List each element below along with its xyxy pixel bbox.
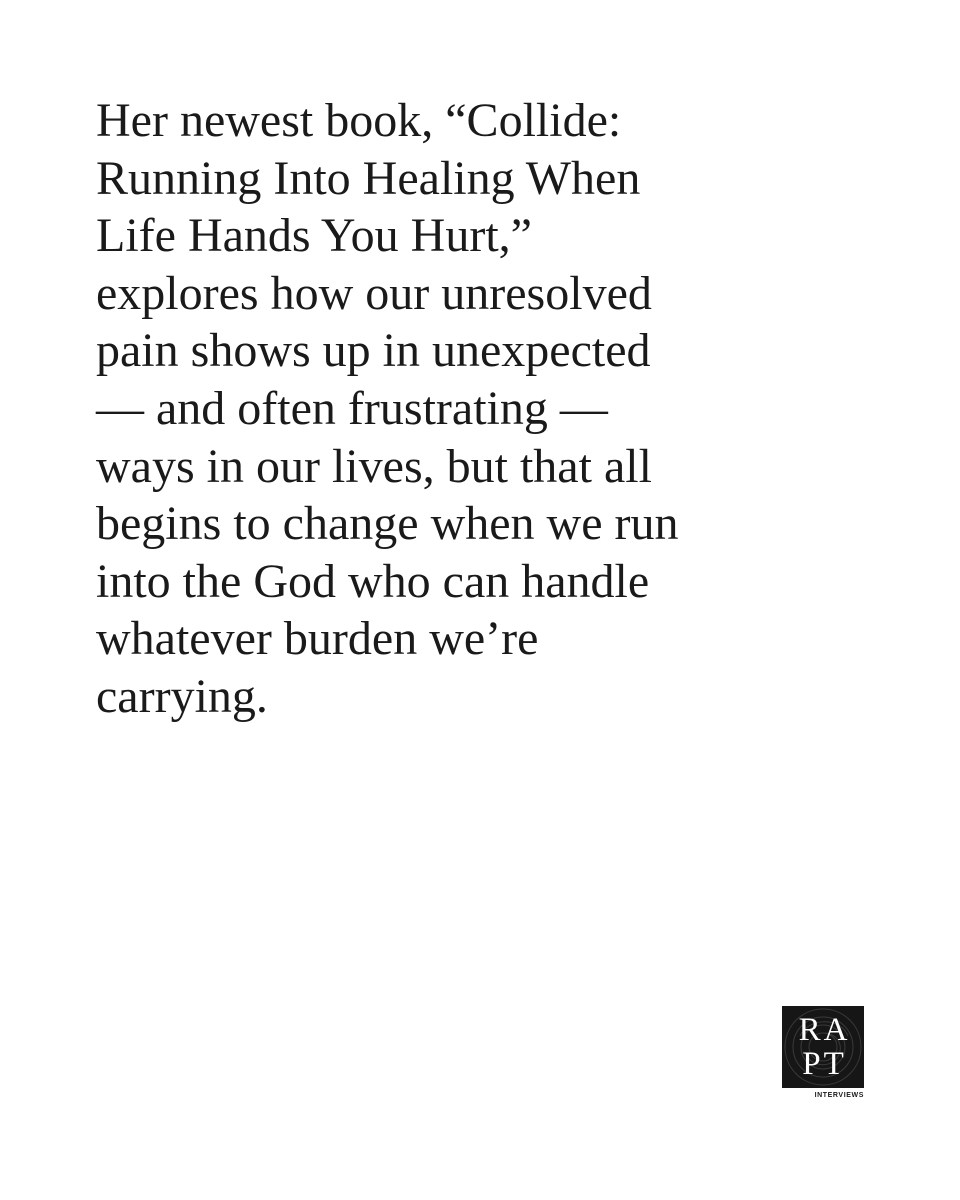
quote-line: carrying. <box>96 669 268 723</box>
quote-line: — and often frustrating — <box>96 381 608 435</box>
quote-line: into the God who can handle <box>96 554 650 608</box>
quote-line: ways in our lives, but that all <box>96 439 652 493</box>
quote-line: Life Hands You Hurt,” <box>96 209 532 263</box>
rapt-logo <box>782 1006 864 1088</box>
quote-line: Her newest book, “Collide: <box>96 94 622 147</box>
quote-line: explores how our unresolved <box>96 266 652 320</box>
logo-caption: INTERVIEWS <box>814 1092 864 1099</box>
quote-line: pain shows up in unexpected <box>96 324 651 378</box>
quote-line: begins to change when we run <box>96 497 679 551</box>
quote-text <box>96 92 816 726</box>
quote-line: whatever burden we’re <box>96 612 539 666</box>
quote-line: Running Into Healing When <box>96 151 641 205</box>
logo-text-top: RA <box>798 1012 851 1048</box>
logo-text-bottom: PT <box>802 1046 847 1082</box>
